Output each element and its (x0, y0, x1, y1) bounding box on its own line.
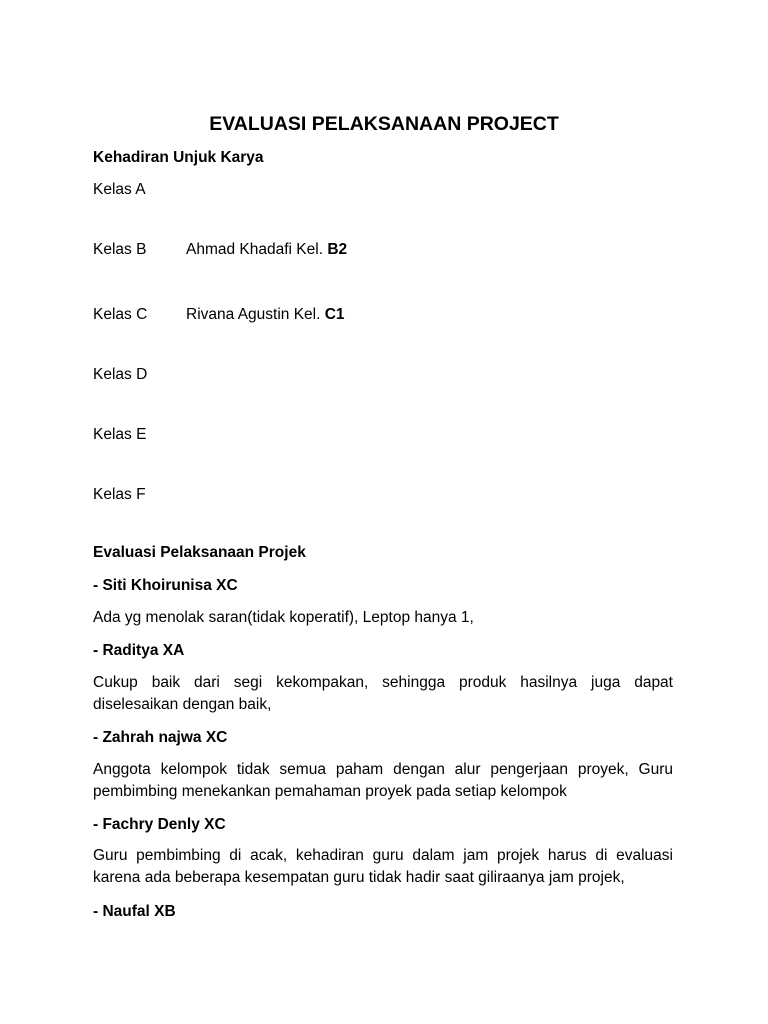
entry-name: - Naufal XB (93, 903, 176, 920)
evaluation-heading: Evaluasi Pelaksanaan Projek (93, 544, 306, 561)
document-title: EVALUASI PELAKSANAAN PROJECT (209, 113, 559, 135)
class-label-d: Kelas D (93, 366, 148, 383)
class-b-group-code: B2 (327, 241, 348, 258)
class-c-group-code: C1 (324, 306, 345, 323)
entry-name: - Fachry Denly XC (93, 816, 226, 833)
entry-comment: Guru pembimbing di acak, kehadiran guru dalam jam projek harus di evaluasi karena ada beberapa kesempatan guru tidak hadir saat giliraanya jam projek, (93, 847, 673, 886)
class-c-entry (186, 305, 345, 325)
class-label-f: Kelas F (93, 486, 146, 503)
class-label-b: Kelas B (93, 241, 147, 258)
class-label-c: Kelas C (93, 306, 148, 323)
class-b-student: Ahmad Khadafi Kel. (186, 241, 328, 258)
attendance-heading: Kehadiran Unjuk Karya (93, 149, 264, 166)
entry-name: - Zahrah najwa XC (93, 729, 228, 746)
entry-name: - Siti Khoirunisa XC (93, 577, 238, 594)
class-c-student: Rivana Agustin Kel. (186, 306, 325, 323)
entry-comment: Ada yg menolak saran(tidak koperatif), Leptop hanya 1, (93, 609, 474, 626)
class-b-entry (186, 240, 347, 260)
class-label-e: Kelas E (93, 426, 147, 443)
class-label-a: Kelas A (93, 181, 146, 198)
entry-comment: Cukup baik dari segi kekompakan, sehingga produk hasilnya juga dapat diselesaikan dengan baik, (93, 674, 673, 713)
entry-comment: Anggota kelompok tidak semua paham dengan alur pengerjaan proyek, Guru pembimbing menekankan pemahaman proyek pada setiap kelompok (93, 761, 673, 800)
entry-name: - Raditya XA (93, 642, 185, 659)
